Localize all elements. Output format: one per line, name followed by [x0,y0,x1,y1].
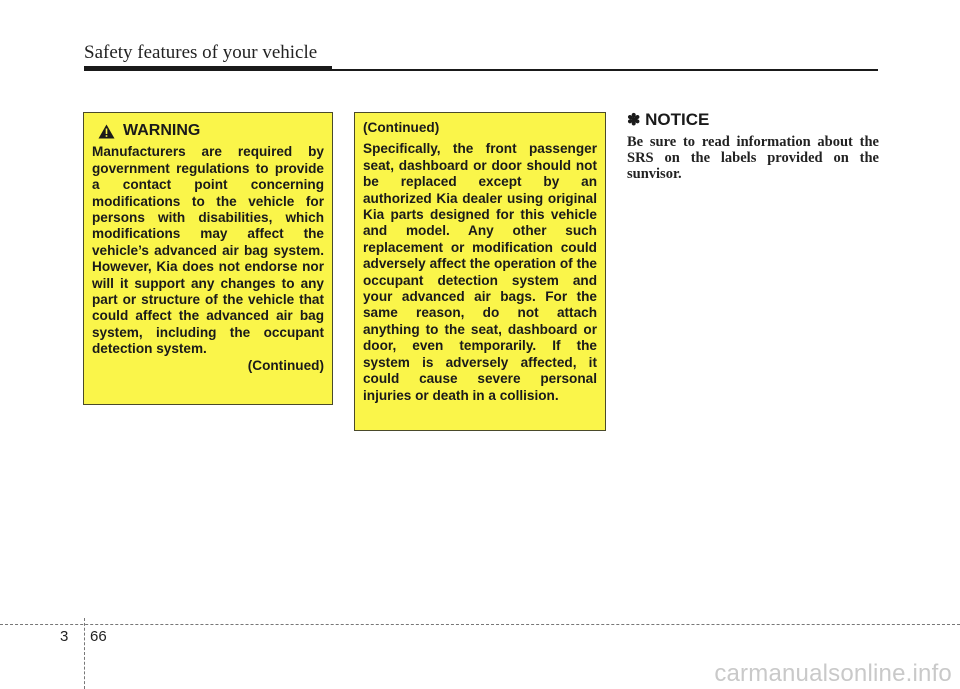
warning-title: WARNING [123,122,201,139]
notice-title: NOTICE [645,110,710,129]
notice-section [627,110,879,183]
page-header-title: Safety features of your vehicle [84,42,318,63]
header-rule-thin [332,69,878,71]
page-number: 66 [90,628,107,645]
watermark: carmanualsonline.info [714,660,952,687]
warning-triangle-icon [98,124,115,139]
continued-heading: (Continued) [363,120,440,135]
footer-rule [0,624,960,625]
warning-continued-label: (Continued) [247,357,324,373]
chapter-number: 3 [60,628,69,645]
notice-heading [627,110,879,130]
continued-body: Specifically, the front passenger seat, dashboard or door should not be replaced except by an authorized Kia dealer using original Kia parts designed for this vehicle and model. Any other such replacement or modification could adversely affect the operation of the occupant detection system and your advanced air bags. For the same reason, do not attach anything to the seat, dashboard or door, even temporarily. If the system is adversely affected, it could cause severe personal injuries or death in a collision. [363,141,597,403]
notice-body: Be sure to read information about the SRS on the labels provided on the sunvisor. [627,134,879,183]
header-rule [84,66,332,71]
warning-header [98,123,324,139]
footer-divider [84,618,85,689]
warning-box [83,112,333,405]
warning-body: Manufacturers are required by government regulations to provide a contact point concerning modifications to the vehicle for persons with disabilities, which modifications may affect the vehicle’s advanced air bag system. However, Kia does not endorse nor will it support any changes to any part or structure of the vehicle that could affect the advanced air bag system, including the occupant detection system. [92,144,324,357]
notice-star-icon: ✽ [627,112,641,129]
continued-warning-box [354,112,606,431]
